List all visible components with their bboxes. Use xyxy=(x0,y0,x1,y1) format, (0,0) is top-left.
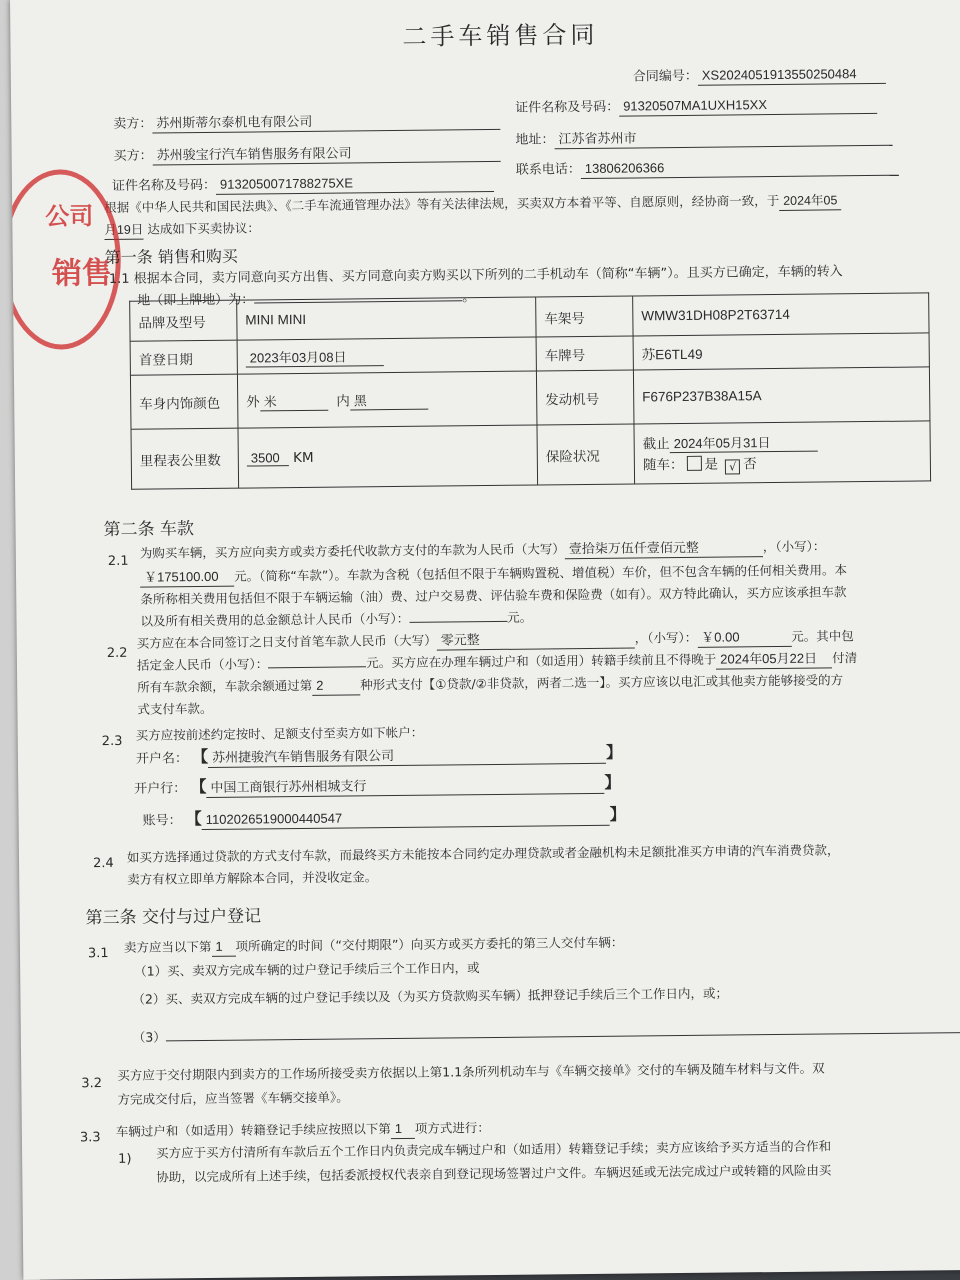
bank-name: 中国工商银行苏州相城支行 xyxy=(206,775,604,798)
mileage-value: 3500 xyxy=(247,450,289,466)
brand-value: MINI MINI xyxy=(237,297,536,340)
with-car-label: 随车： xyxy=(642,456,684,474)
buyer-row xyxy=(114,143,501,166)
seller-cert-label: 证件名称及号码： xyxy=(515,99,620,116)
clause-3-3-text: 车辆过户和（如适用）转籍登记手续应按照以下第 xyxy=(115,1121,391,1139)
contract-number: XS2024051913550250484 xyxy=(698,65,886,86)
article-3-heading: 第三条 交付与过户登记 xyxy=(85,906,262,929)
clause-2-2-text-b3: 付清 xyxy=(832,650,858,666)
buyer-cert-number: 9132050071788275XE xyxy=(216,173,494,195)
reg-date-value: 2023年03月08日 xyxy=(246,346,384,367)
clause-2-2-text-c2: 种形式支付【①贷款/②非贷款，两者二选一】。买方应该以电汇或其他卖方能够接受的方 xyxy=(360,672,844,693)
transfer-destination-label: 地（即上牌地）为： xyxy=(137,292,255,309)
ext-color-label: 外 xyxy=(246,394,260,411)
seller-cert-row xyxy=(515,95,877,118)
clause-2-4-line-1: 如买方选择通过贷款的方式支付车款，而最终买方未能按本合同约定办理贷款或者金融机构未足额批准买方申请的汽车消费贷款， xyxy=(126,842,840,865)
engine-value: F676P237B38A15A xyxy=(633,367,930,424)
buyer-name: 苏州骏宝行汽车销售服务有限公司 xyxy=(153,143,501,166)
clause-2-2-text: 买方应在本合同签订之日支付首笔车款人民币（大写） xyxy=(136,632,437,651)
insurance-until-date: 2024年05月31日 xyxy=(670,432,818,454)
payee-name: 苏州捷骏汽车销售服务有限公司 xyxy=(208,745,606,768)
engine-label: 发动机号 xyxy=(536,370,634,425)
clause-3-3-num: 3.3 xyxy=(79,1130,101,1146)
address-value: 江苏省苏州市 xyxy=(554,127,892,150)
clause-2-2-text-end: 元。其中包 xyxy=(791,628,854,644)
clause-2-3-text: 买方应按前述约定按时、足额支付至卖方如下帐户： xyxy=(135,724,424,743)
contract-number-label: 合同编号： xyxy=(632,68,698,85)
seal-text-a: 公司 xyxy=(45,202,94,231)
seller-label: 卖方： xyxy=(113,116,153,132)
mileage-cell xyxy=(238,425,538,488)
clause-2-1-end: 元。 xyxy=(507,609,533,625)
first-payment-small-label: ，（小写）： xyxy=(634,629,698,646)
total-price-upper: 壹拾柒万伍仟壹佰元整 xyxy=(565,538,763,559)
clause-2-1-num: 2.1 xyxy=(107,553,129,570)
total-fees-blank[interactable] xyxy=(409,621,507,623)
first-payment-upper: 零元整 xyxy=(437,629,635,650)
clause-2-1-text-b: 元。（简称“车款”）。车款为含税（包括但不限于车辆购置税、增值税）车价，但不包含车辆的任何相关费用。本 xyxy=(233,562,848,584)
clause-2-4-num: 2.4 xyxy=(92,855,114,872)
vin-label: 车架号 xyxy=(536,296,633,337)
clause-3-1-text: 卖方应当以下第 xyxy=(123,938,212,955)
clause-2-4-line-2: 卖方有权立即单方解除本合同，并没收定金。 xyxy=(127,869,378,887)
clause-3-2-line-2: 方完成交付后，应当签署《车辆交接单》。 xyxy=(117,1089,349,1107)
brand-label: 品牌及型号 xyxy=(130,300,237,341)
seller-row xyxy=(113,111,500,134)
account-bracket-right: 】 xyxy=(609,804,626,824)
contract-document xyxy=(10,0,960,1280)
phone-value: 13806206366 xyxy=(581,157,899,179)
clause-2-3-num: 2.3 xyxy=(101,733,123,750)
account-number: 1102026519000440547 xyxy=(202,807,610,830)
clause-2-1-line-4 xyxy=(140,609,532,631)
buyer-label: 买方： xyxy=(113,148,153,164)
seal-text-b: 销售 xyxy=(51,255,113,292)
reg-date-label: 首登日期 xyxy=(130,340,237,375)
sub-item-1-line-2: 协助，以完成所有上述手续，包括委派授权代表亲自到登记现场签署过户文件。车辆迟延或无法完成过户或转籍的风险由买 xyxy=(156,1162,832,1185)
preamble-line-1 xyxy=(104,191,841,218)
delivery-option-2: （2）买、卖双方完成车辆的过户登记手续以及（为买方贷款购买车辆）抵押登记手续后三个工作日内，或； xyxy=(132,985,728,1007)
deposit-label: 括定金人民币（小写）： xyxy=(136,656,269,673)
clause-1-1-end: 。 xyxy=(462,290,476,306)
delivery-option-1: （1）买、卖双方完成车辆的过户登记手续后三个工作日内，或 xyxy=(134,960,480,979)
clause-2-2-line-3 xyxy=(137,671,843,697)
sub-item-1-line-1: 买方应于买方付清所有车款后五个工作日内负责完成车辆过户和（如适用）转籍登记手续；卖方应该给予买方适当的合作和 xyxy=(156,1138,832,1161)
yes-checkbox[interactable] xyxy=(686,456,701,471)
clause-3-2-line-1: 买方应于交付期限内到卖方的工作场所接受卖方依据以上第1.1条所列机动车与《车辆交接单》交付的车辆及随车材料与文件。双 xyxy=(117,1060,825,1083)
clause-3-1-line-1 xyxy=(124,934,624,958)
payee-bracket-left: 【 xyxy=(191,746,209,767)
bank-label: 开户行： xyxy=(134,781,187,797)
account-row xyxy=(142,806,625,831)
phone-label: 联系电话： xyxy=(515,162,581,178)
bank-bracket-right: 】 xyxy=(604,772,621,792)
mileage-label: 里程表公里数 xyxy=(131,428,239,489)
clause-1-1-line-1: 1.1 根据本合同，卖方同意向买方出售、买方同意向卖方购买以下所列的二手机动车（简称“车辆”）。且买方已确定，车辆的转入 xyxy=(108,264,843,287)
total-price-small: ￥175100.00 xyxy=(140,568,234,588)
contract-number-row xyxy=(633,65,886,87)
preamble-date-b: 月19日 xyxy=(104,221,143,240)
delivery-option: 1 xyxy=(211,938,235,957)
int-color-label: 内 xyxy=(336,393,350,410)
address-row xyxy=(515,127,892,150)
clause-3-2-num: 3.2 xyxy=(81,1076,103,1092)
clause-2-2-num: 2.2 xyxy=(106,645,128,662)
article-1-heading: 第一条 销售和购买 xyxy=(104,246,238,268)
no-label: 否 xyxy=(743,456,757,473)
no-checkbox[interactable]: √ xyxy=(725,459,740,474)
clause-2-1-line-1 xyxy=(140,537,826,563)
account-bracket-left: 【 xyxy=(185,809,202,829)
yes-label: 是 xyxy=(704,456,718,473)
contract-title: 二手车销售合同 xyxy=(402,20,599,51)
transfer-option: 1 xyxy=(391,1120,415,1139)
seller-cert-number: 91320507MA1UXH15XX xyxy=(619,95,877,117)
address-label: 地址： xyxy=(515,132,555,148)
delivery-option-3-blank[interactable] xyxy=(166,1032,960,1041)
payee-row xyxy=(136,744,622,769)
clause-3-3-line-1 xyxy=(116,1119,490,1142)
clause-3-3-text-b: 项方式进行： xyxy=(414,1120,490,1136)
clause-2-2-line-4: 式支付车款。 xyxy=(137,700,213,717)
ext-color-value: 米 xyxy=(260,391,328,412)
balance-deadline: 2024年05月22日 xyxy=(716,649,832,669)
clause-2-1-line-3: 条所称相关费用包括但不限于车辆运输（油）费、过户交易费、评估验车费和保险费（如有）。双方特此确认，买方应该承担车款 xyxy=(140,584,847,607)
reg-date-cell xyxy=(237,337,536,374)
preamble-text-2: 达成如下买卖协议： xyxy=(147,220,260,237)
vehicle-info-table xyxy=(129,292,931,489)
clause-2-1-text: 为购买车辆，买方应向卖方或卖方委托代收款方支付的车款为人民币（大写） xyxy=(139,541,565,561)
buyer-cert-label: 证件名称及号码： xyxy=(111,177,217,194)
bank-row xyxy=(134,774,620,799)
preamble-date-a: 2024年05 xyxy=(779,191,841,211)
bank-bracket-left: 【 xyxy=(190,776,207,797)
clause-2-2-text-b2: 元。买方应在办理车辆过户和（如适用）转籍手续前且不得晚于 xyxy=(366,651,717,671)
int-color-value: 黑 xyxy=(350,390,428,411)
delivery-option-3-label: （3） xyxy=(132,1029,166,1045)
deposit-blank[interactable] xyxy=(268,666,366,668)
preamble-line-2 xyxy=(104,219,260,240)
clause-2-1-text-d: 以及所有相关费用的总金额总计人民币（小写）： xyxy=(140,610,410,629)
buyer-cert-row xyxy=(112,173,494,196)
article-2-heading: 第二条 车款 xyxy=(103,519,195,541)
payee-bracket-right: 】 xyxy=(605,742,623,762)
mileage-unit: KM xyxy=(293,449,314,466)
first-payment-small: ￥0.00 xyxy=(697,628,791,648)
seller-name: 苏州斯蒂尔泰机电有限公司 xyxy=(152,111,500,134)
total-price-small-label: ，（小写）： xyxy=(762,538,826,555)
clause-2-2-text-c: 所有车款余额，车款余额通过第 xyxy=(137,677,313,695)
color-label: 车身内饰颜色 xyxy=(130,374,238,429)
payment-method: 2 xyxy=(312,676,360,696)
account-label: 账号： xyxy=(142,813,182,829)
plate-value: 苏E6TL49 xyxy=(633,333,929,370)
insurance-until-label: 截止 xyxy=(642,436,670,453)
vin-value: WMW31DH08P2T63714 xyxy=(633,293,929,336)
insurance-label: 保险状况 xyxy=(537,424,635,485)
preamble-text: 根据《中华人民共和国民法典》、《二手车流通管理办法》等有关法律法规，买卖双方本着平等、自愿原则，经协商一致，于 xyxy=(104,192,780,216)
color-cell xyxy=(237,371,537,428)
plate-label: 车牌号 xyxy=(536,336,633,371)
clause-3-1-text-b: 项所确定的时间（“交付期限”）向买方或买方委托的第三人交付车辆： xyxy=(235,934,624,954)
phone-row xyxy=(516,157,899,180)
sub-item-1-num: 1) xyxy=(118,1151,132,1167)
insurance-cell xyxy=(634,421,931,484)
delivery-option-3 xyxy=(133,1020,960,1047)
clause-3-1-num: 3.1 xyxy=(87,946,109,962)
payee-label: 开户名： xyxy=(135,751,189,767)
